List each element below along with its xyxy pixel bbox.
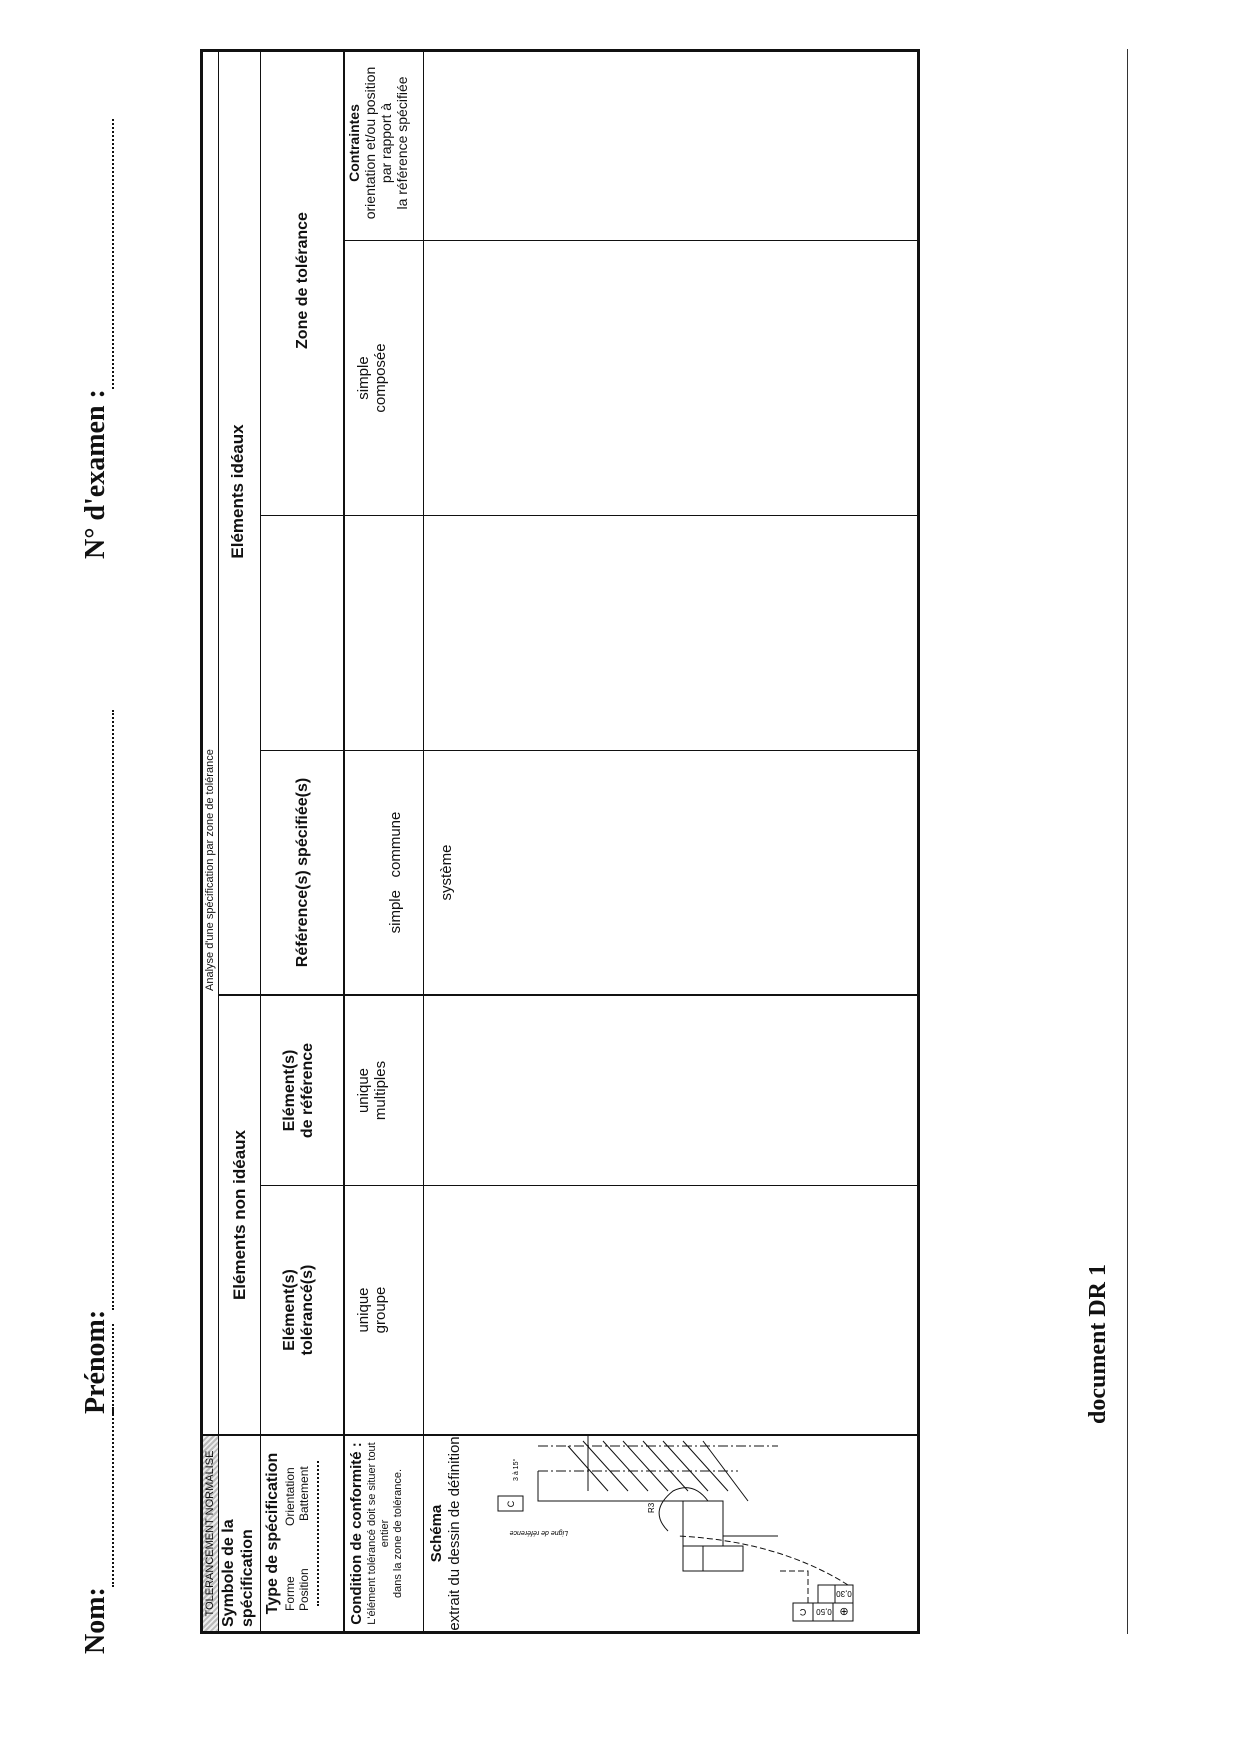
drawing-dimension-label: 3 à 15° bbox=[513, 1458, 520, 1481]
opts-contraintes[interactable]: Contraintes orientation et/ou position par rapport à la référence spécifiée bbox=[346, 66, 410, 220]
prenom-field[interactable]: Prénom: bbox=[80, 1310, 112, 1414]
drawing-radius-label: R3 bbox=[647, 1502, 656, 1513]
definition-drawing bbox=[478, 1436, 908, 1631]
opts-zone[interactable]: simple composée bbox=[355, 343, 389, 413]
document-label: document DR 1 bbox=[1085, 1264, 1111, 1424]
opts-tolerance[interactable]: unique groupe bbox=[355, 1286, 389, 1334]
specification-table bbox=[200, 49, 920, 1634]
opts-reference-specifiee[interactable]: simple commune système bbox=[387, 811, 455, 934]
symbole-label: Symbole de la spécification bbox=[220, 1519, 256, 1627]
ideaux-header: Eléments idéaux bbox=[228, 424, 247, 559]
frame-value-2: 0,30 bbox=[836, 1589, 852, 1598]
col-reference-specifiee: Référence(s) spécifiée(s) bbox=[294, 777, 311, 968]
document-footer bbox=[1075, 49, 1135, 1634]
frame-ref: C bbox=[799, 1607, 807, 1617]
type-specification: Type de spécification Forme Orientation Position Battement bbox=[263, 1436, 343, 1631]
non-ideaux-header: Eléments non idéaux bbox=[230, 1129, 249, 1301]
drawing-ref-c: C bbox=[506, 1500, 516, 1508]
part-section bbox=[538, 1436, 778, 1571]
answer-zone-ideaux[interactable] bbox=[425, 516, 920, 750]
student-header bbox=[70, 54, 120, 1654]
tolerancement-band: TOLERANCEMENT NORMALISE bbox=[203, 1436, 219, 1631]
nom-field[interactable]: Nom: bbox=[80, 1587, 112, 1654]
answer-reference-specifiee[interactable] bbox=[425, 751, 920, 994]
type-forme[interactable]: Forme bbox=[283, 1576, 297, 1611]
footer-rule bbox=[1127, 49, 1128, 1634]
type-battement[interactable]: Battement bbox=[297, 1466, 311, 1521]
col-element-reference: Elément(s) de référence bbox=[281, 1042, 316, 1139]
answer-zone[interactable] bbox=[425, 241, 920, 515]
drawing-ref-line-label: Ligne de référence bbox=[509, 1529, 568, 1536]
col-element-tolerance: Elément(s) tolérancé(s) bbox=[281, 1264, 316, 1356]
type-position[interactable]: Position bbox=[297, 1568, 311, 1611]
frame-symbol: ⊕ bbox=[839, 1605, 849, 1617]
examen-field[interactable]: N° d'examen : bbox=[80, 389, 112, 559]
schema-section: Schéma extrait du dessin de définition ⊕ 0,50 C 0,30 C Ligne de référence R3 3 à 15° bbox=[428, 1436, 918, 1631]
answer-contraintes[interactable] bbox=[425, 46, 920, 240]
analyse-title: Analyse d'une spécification par zone de tolérance bbox=[204, 749, 216, 991]
condition-conformite: Condition de conformité : L'élément tolérancé doit se situer tout entier dans la zone de tolérance. bbox=[348, 1442, 404, 1625]
opts-reference[interactable]: unique multiples bbox=[355, 1060, 389, 1121]
answer-tolerance[interactable] bbox=[425, 1186, 920, 1434]
frame-value: 0,50 bbox=[816, 1607, 832, 1616]
type-orientation[interactable]: Orientation bbox=[283, 1467, 297, 1526]
answer-reference[interactable] bbox=[425, 996, 920, 1185]
col-zone-tolerance: Zone de tolérance bbox=[294, 212, 311, 349]
